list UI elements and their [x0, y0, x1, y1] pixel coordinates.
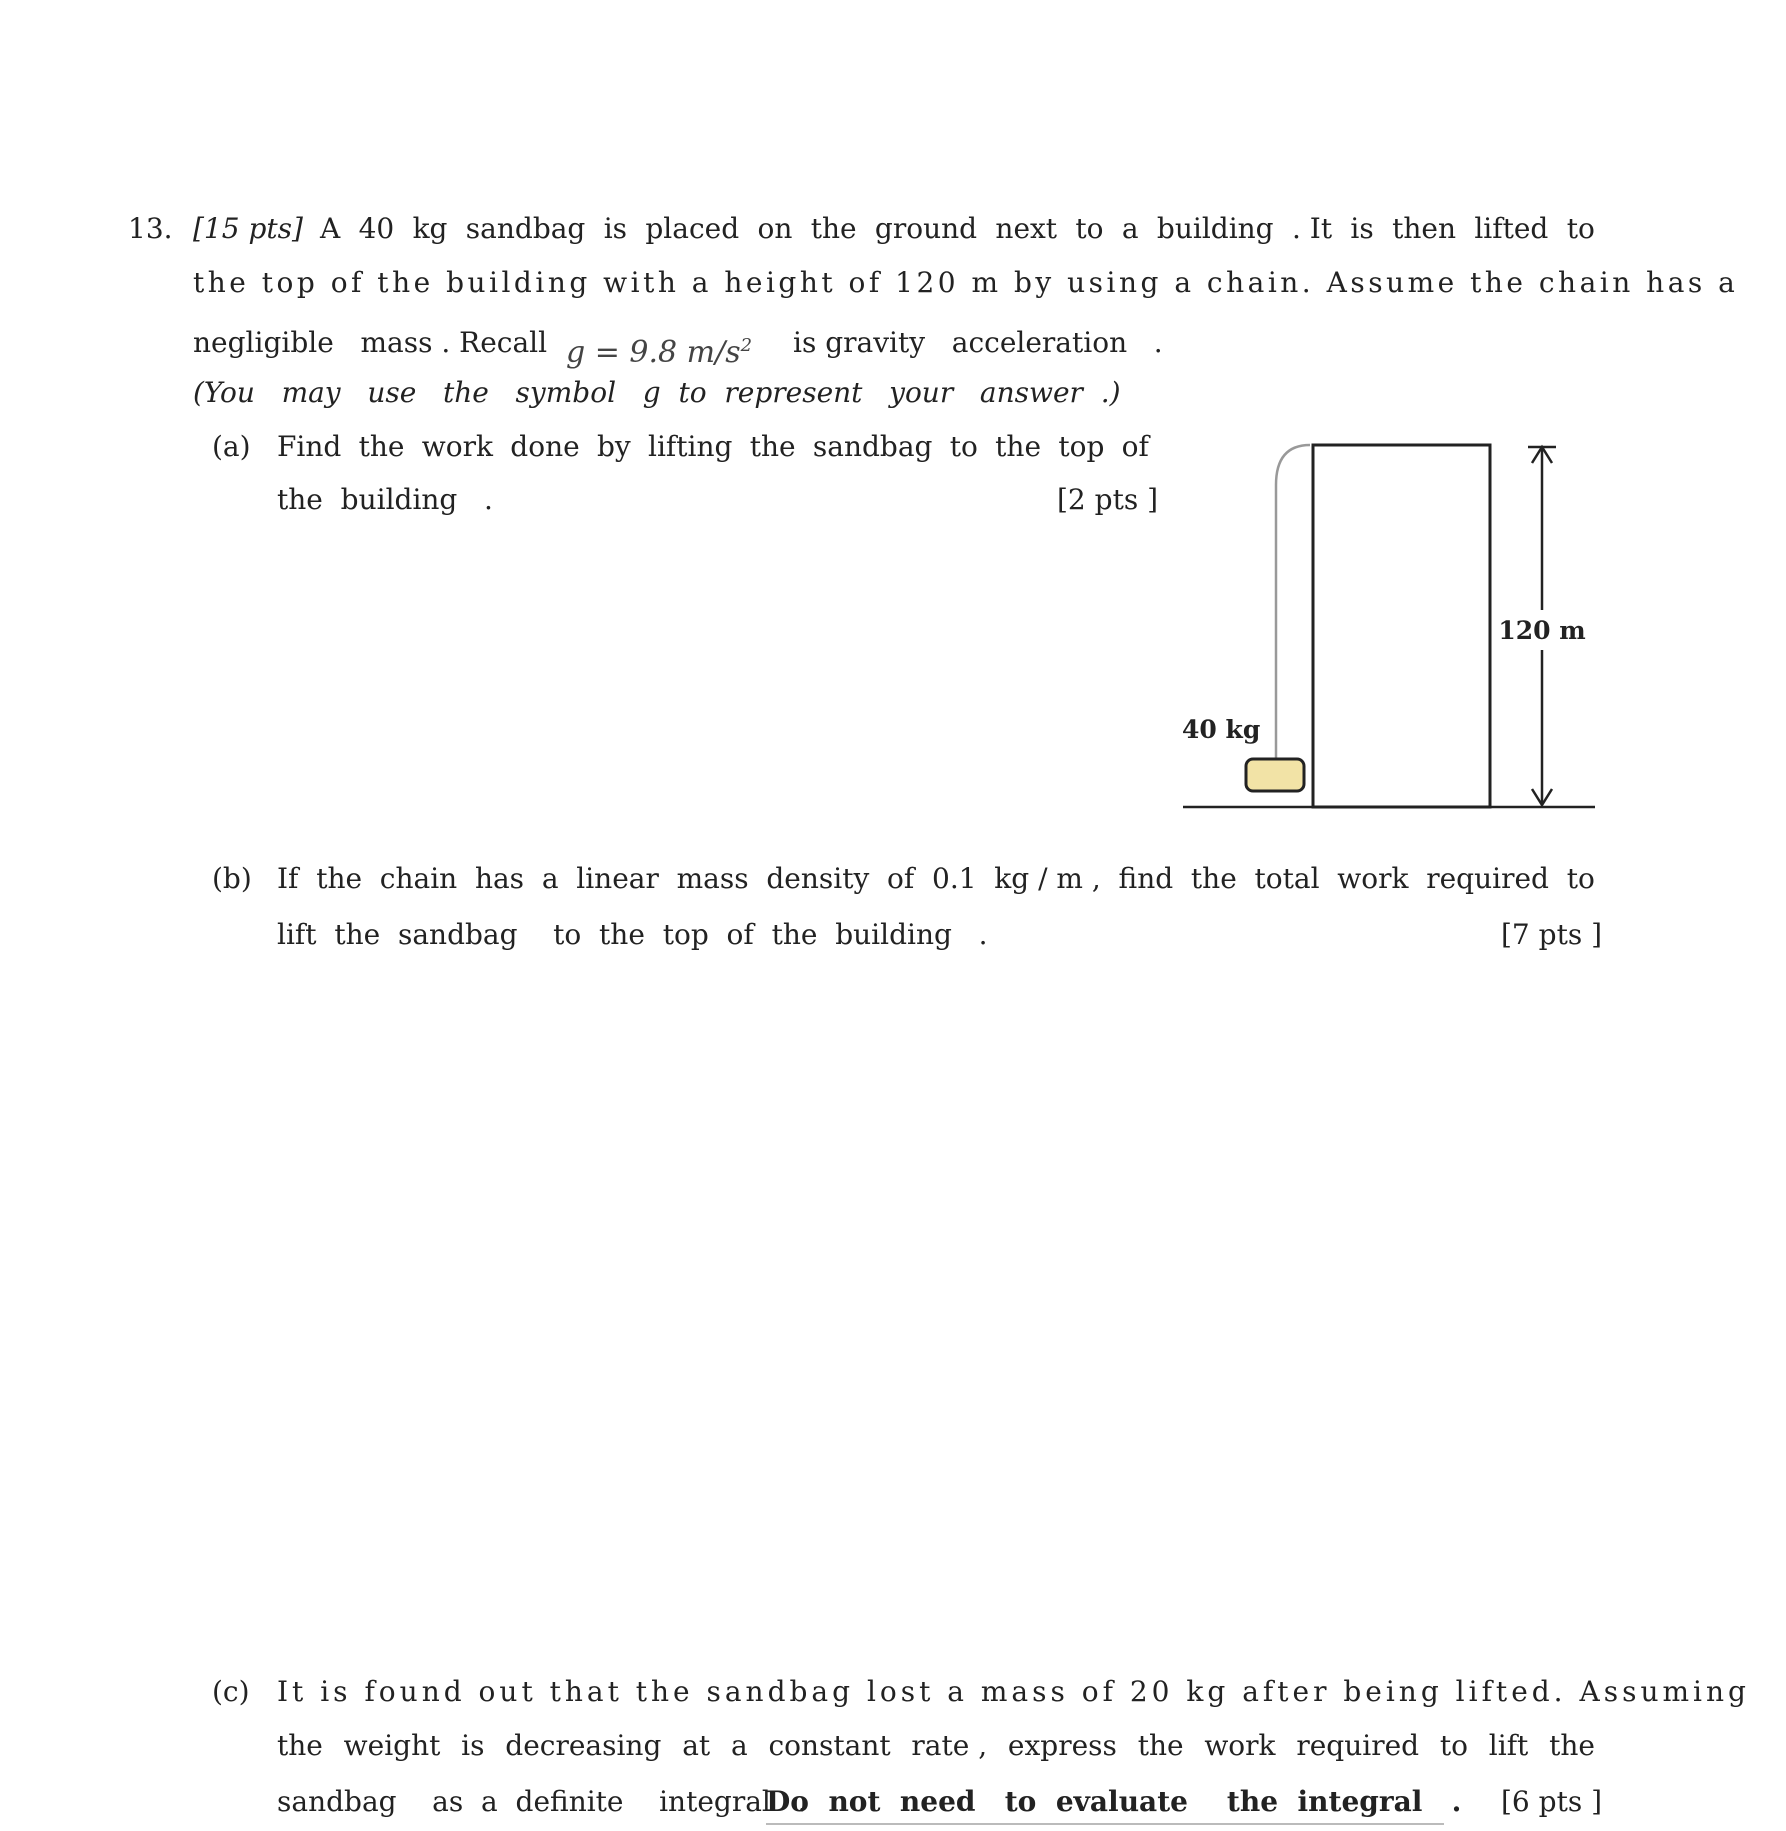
word: kg / m , [994, 862, 1101, 895]
part-c-points: [6 pts ] [1501, 1785, 1603, 1818]
word: is [461, 1729, 485, 1762]
sandbag [1246, 759, 1304, 791]
word: work [1204, 1729, 1276, 1762]
word: has [474, 862, 525, 895]
word: of [1121, 430, 1149, 463]
word: density [766, 862, 870, 895]
word: lifting [648, 430, 733, 463]
word: to [949, 430, 978, 463]
word: work [1337, 862, 1409, 895]
word: placed [645, 212, 740, 245]
part-c-line2 [277, 1729, 1595, 1762]
word: the [995, 430, 1042, 463]
word: to [1439, 1729, 1468, 1762]
word: sandbag [465, 212, 586, 245]
word: next [995, 212, 1058, 245]
word: decreasing [505, 1729, 662, 1762]
word: constant [768, 1729, 891, 1762]
part-c-line3-before: sandbag as a definite integral . [277, 1785, 807, 1818]
word: work [421, 430, 493, 463]
word: is [1350, 212, 1374, 245]
height-label: 120 m [1498, 616, 1586, 645]
word: done [510, 430, 580, 463]
word: by [596, 430, 631, 463]
word: of [887, 862, 915, 895]
part-a-line2: the building . [277, 483, 493, 516]
word: chain [379, 862, 458, 895]
word: to [1566, 212, 1595, 245]
word: If [277, 862, 299, 895]
part-b-line2: lift the sandbag to the top of the building . [277, 918, 988, 951]
word: to [1566, 862, 1595, 895]
word: then [1392, 212, 1456, 245]
word: the [749, 430, 796, 463]
word: 0.1 [932, 862, 977, 895]
part-b-points: [7 pts ] [1501, 918, 1603, 951]
part-c-line1: It is found out that the sandbag lost a mass of 20 kg after being lifted. Assuming [277, 1675, 1750, 1708]
word: the [1137, 1729, 1184, 1762]
part-a-points: [2 pts ] [1057, 483, 1159, 516]
word: the [1190, 862, 1237, 895]
bold-underline [766, 1823, 1444, 1825]
word: A [320, 212, 341, 245]
word: at [682, 1729, 711, 1762]
word: a [730, 1729, 748, 1762]
word: lift [1488, 1729, 1529, 1762]
gravity-formula [566, 335, 752, 370]
problem-intro-line2: the top of the building with a height of 120 m by using a chain. Assume the chain has a [193, 266, 1739, 299]
word: is [603, 212, 628, 245]
part-a-line1 [277, 430, 1149, 463]
word: 40 [358, 212, 395, 245]
word: Find [277, 430, 342, 463]
word: linear [576, 862, 659, 895]
problem-intro-line3-before: negligible mass . Recall [193, 326, 548, 359]
word: lifted [1474, 212, 1549, 245]
part-b-line1 [277, 862, 1595, 895]
gravity-formula-text: g = 9.8 m/s [566, 335, 741, 370]
word: building [1156, 212, 1274, 245]
word: a [541, 862, 559, 895]
word: required [1296, 1729, 1420, 1762]
word: rate , [911, 1729, 988, 1762]
problem-intro-line1 [320, 212, 1595, 245]
word: find [1118, 862, 1174, 895]
problem-hint: (You may use the symbol g to represent your answer .) [193, 376, 1121, 409]
word: on [757, 212, 793, 245]
word: . It [1291, 212, 1333, 245]
part-a-label: (a) [212, 430, 251, 463]
word: total [1254, 862, 1320, 895]
word: mass [676, 862, 749, 895]
building-diagram [1180, 425, 1600, 815]
word: required [1426, 862, 1549, 895]
problem-points: [15 pts] [193, 212, 303, 245]
problem-number: 13. [128, 212, 173, 245]
mass-label: 40 kg [1182, 715, 1261, 744]
part-b-label: (b) [212, 862, 252, 895]
word: top [1058, 430, 1105, 463]
word: ground [874, 212, 978, 245]
word: sandbag [812, 430, 933, 463]
word: the [810, 212, 857, 245]
word: a [1121, 212, 1139, 245]
word: weight [343, 1729, 441, 1762]
problem-intro-line3-after: is gravity acceleration . [793, 326, 1163, 359]
word: express [1007, 1729, 1117, 1762]
part-c-label: (c) [212, 1675, 250, 1708]
gravity-exponent: 2 [740, 335, 753, 356]
word: the [316, 862, 363, 895]
word: kg [412, 212, 448, 245]
word: the [277, 1729, 323, 1762]
word: to [1075, 212, 1104, 245]
part-c-line3-bold: Do not need to evaluate the integral . [766, 1785, 1462, 1818]
word: the [1549, 1729, 1595, 1762]
word: the [358, 430, 405, 463]
